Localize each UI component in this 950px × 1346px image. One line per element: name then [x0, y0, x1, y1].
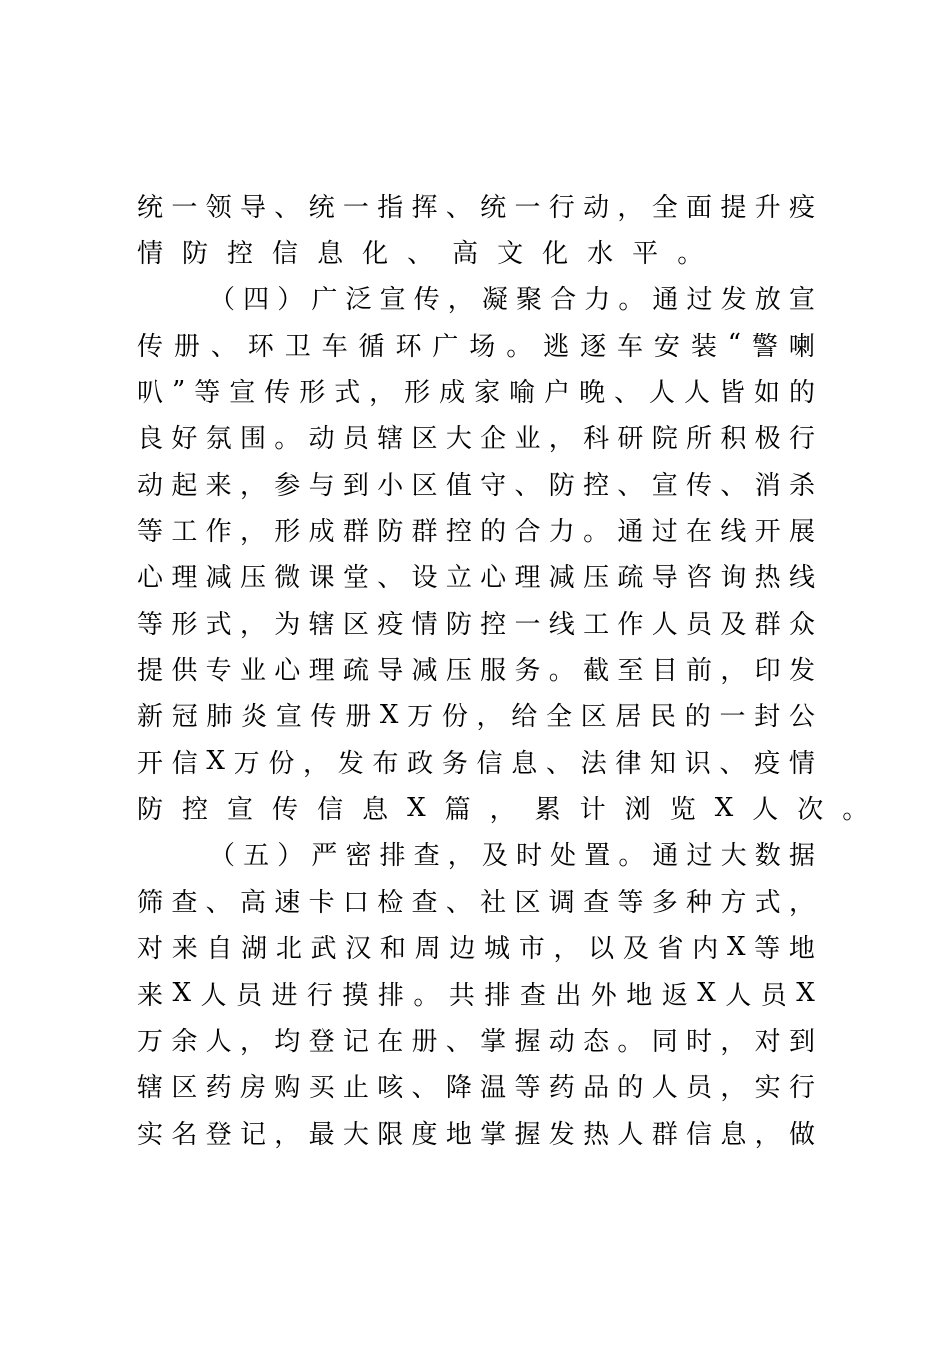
text-line: 情 防 控 信 息 化 、 高 文 化 水 平 。: [137, 239, 704, 270]
text-line: 筛 查 、 高 速 卡 口 检 查 、 社 区 调 查 等 多 种 方 式 ，: [137, 887, 815, 918]
text-line: 对 来 自 湖 北 武 汉 和 周 边 城 市 ， 以 及 省 内 X 等 地: [137, 931, 815, 965]
text-line: 来 X 人 员 进 行 摸 排 。 共 排 查 出 外 地 返 X 人 员 X: [137, 978, 815, 1011]
text-line: （ 四 ） 广 泛 宣 传 ， 凝 聚 合 力 。 通 过 发 放 宣: [209, 285, 815, 316]
text-line: 实 名 登 记 ， 最 大 限 度 地 掌 握 发 热 人 群 信 息 ， 做: [137, 1119, 815, 1150]
text-line: 心 理 减 压 微 课 堂 、 设 立 心 理 减 压 疏 导 咨 询 热 线: [137, 563, 815, 594]
text-line: （ 五 ） 严 密 排 查 ， 及 时 处 置 。 通 过 大 数 据: [209, 841, 815, 872]
text-line: 叭 ” 等 宣 传 形 式 ， 形 成 家 喻 户 晚 、 人 人 皆 如 的: [137, 375, 815, 409]
text-line: 防 控 宣 传 信 息 X 篇 ， 累 计 浏 览 X 人 次 。: [137, 792, 869, 826]
text-line: 辖 区 药 房 购 买 止 咳 、 降 温 等 药 品 的 人 员 ， 实 行: [137, 1073, 815, 1104]
text-line: 传 册 、 环 卫 车 循 环 广 场 。 逃 逐 车 安 装 “ 警 喇: [137, 329, 815, 362]
text-line: 良 好 氛 围 。 动 员 辖 区 大 企 业 ， 科 研 院 所 积 极 行: [137, 424, 815, 455]
text-line: 等 工 作 ， 形 成 群 防 群 控 的 合 力 。 通 过 在 线 开 展: [137, 517, 815, 548]
text-line: 万 余 人 ， 均 登 记 在 册 、 掌 握 动 态 。 同 时 ， 对 到: [137, 1026, 815, 1057]
text-line: 提 供 专 业 心 理 疏 导 减 压 服 务 。 截 至 目 前 ， 印 发: [137, 656, 815, 687]
text-line: 等 形 式 ， 为 辖 区 疫 情 防 控 一 线 工 作 人 员 及 群 众: [137, 609, 815, 640]
text-line: 动 起 来 ， 参 与 到 小 区 值 守 、 防 控 、 宣 传 、 消 杀: [137, 470, 815, 501]
text-line: 新 冠 肺 炎 宣 传 册 X 万 份 ， 给 全 区 居 民 的 一 封 公: [137, 699, 815, 733]
text-line: 开 信 X 万 份 ， 发 布 政 务 信 息 、 法 律 知 识 、 疫 情: [137, 746, 815, 779]
text-line: 统 一 领 导 、 统 一 指 挥 、 统 一 行 动 ， 全 面 提 升 疫: [137, 192, 815, 223]
body-text: [137, 182, 869, 1155]
